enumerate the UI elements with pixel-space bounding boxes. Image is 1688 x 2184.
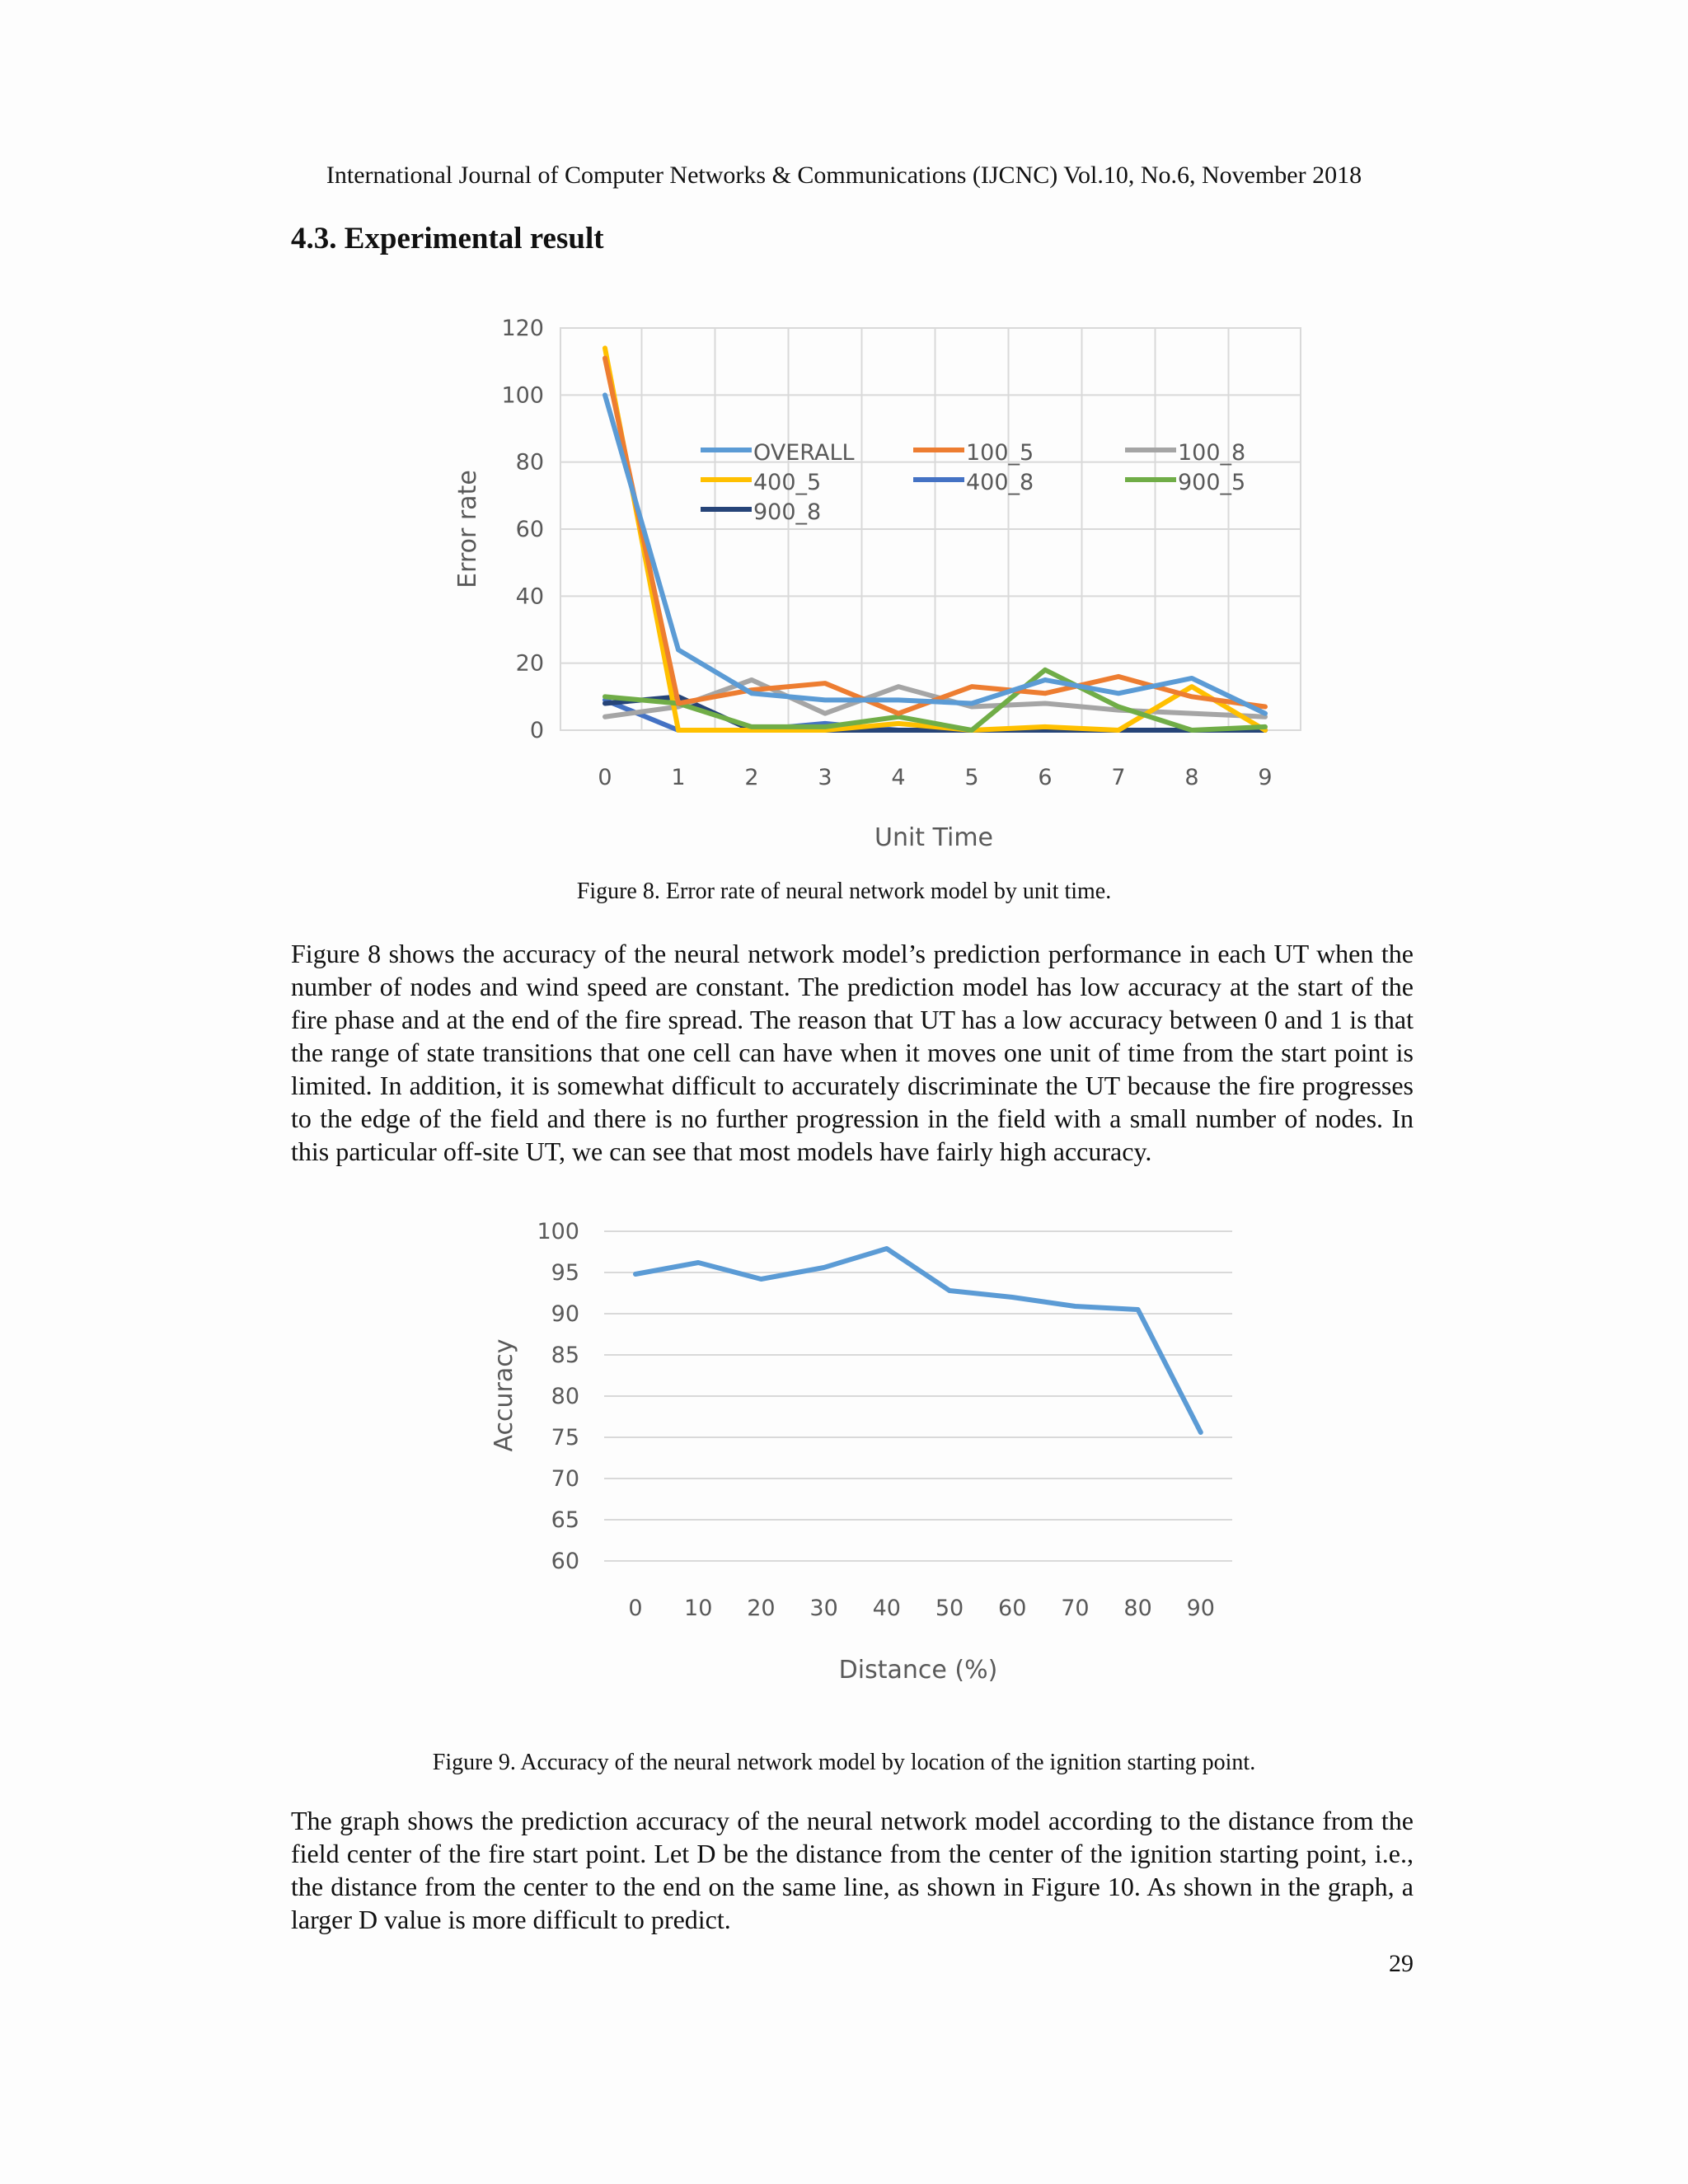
y-tick-label: 95 [551, 1260, 579, 1286]
y-tick-label: 75 [551, 1425, 579, 1451]
paragraph-2: The graph shows the prediction accuracy of the neural network model according to the distance from the field center of the fire start point. Let D be the distance from the center of the ignition starting point, i.e., the distance from the center to the end on the same line, as shown in Figure 10. As shown in the graph, a larger D value is more difficult to predict. [291, 1806, 1414, 1934]
section-title: 4.3. Experimental result [291, 222, 604, 255]
y-tick-label: 80 [551, 1384, 579, 1409]
x-tick-label: 1 [671, 765, 686, 790]
legend-label: 100_5 [966, 440, 1034, 466]
x-tick-label: 0 [628, 1596, 643, 1621]
x-tick-label: 30 [809, 1596, 838, 1621]
x-tick-label: 6 [1038, 765, 1053, 790]
y-tick-label: 85 [551, 1343, 579, 1368]
figure-9-caption: Figure 9. Accuracy of the neural network model by location of the ignition starting point. [432, 1750, 1256, 1775]
x-tick-label: 9 [1258, 765, 1273, 790]
x-axis-title: Distance (%) [838, 1656, 998, 1685]
x-tick-label: 4 [891, 765, 906, 790]
legend-label: 400_5 [753, 470, 822, 495]
figure-8-caption: Figure 8. Error rate of neural network model by unit time. [576, 879, 1112, 904]
x-tick-label: 2 [744, 765, 759, 790]
x-tick-label: 50 [935, 1596, 964, 1621]
journal-header: International Journal of Computer Networks & Communications (IJCNC) Vol.10, No.6, November 2018 [326, 162, 1362, 189]
x-tick-label: 20 [747, 1596, 776, 1621]
y-tick-label: 100 [501, 382, 544, 409]
y-tick-label: 65 [551, 1507, 579, 1533]
x-tick-label: 8 [1184, 765, 1199, 790]
y-tick-label: 20 [515, 650, 544, 677]
y-axis-title: Accuracy [490, 1338, 518, 1452]
y-tick-label: 80 [515, 449, 544, 476]
y-tick-label: 0 [529, 718, 544, 743]
y-tick-label: 40 [515, 583, 544, 610]
y-tick-label: 90 [551, 1301, 579, 1327]
paragraph-1: Figure 8 shows the accuracy of the neural network model’s prediction performance in each UT when the number of nodes and wind speed are constant. The prediction model has low accuracy at the start of the fire phase and at the end of the fire spread. The reason that UT has a low accuracy between 0 and 1 is that the range of state transitions that one cell can have when it moves one unit of time from the start point is limited. In addition, it is somewhat difficult to accurately discriminate the UT because the fire progresses to the edge of the field and there is no further progression in the field with a small number of nodes. In this particular off-site UT, we can see that most models have fairly high accuracy. [291, 939, 1414, 1166]
legend-label: 900_8 [753, 499, 822, 525]
x-tick-label: 5 [964, 765, 979, 790]
y-tick-label: 60 [515, 517, 544, 542]
y-tick-label: 70 [551, 1466, 579, 1492]
x-tick-label: 10 [684, 1596, 713, 1621]
y-tick-label: 120 [501, 316, 544, 341]
legend-label: 400_8 [966, 470, 1034, 495]
x-axis-title: Unit Time [874, 823, 994, 852]
x-tick-label: 80 [1123, 1596, 1152, 1621]
x-tick-label: 7 [1111, 765, 1126, 790]
x-tick-label: 70 [1061, 1596, 1090, 1621]
x-tick-label: 60 [998, 1596, 1027, 1621]
y-tick-label: 60 [551, 1549, 579, 1574]
x-tick-label: 0 [598, 765, 612, 790]
series-line-accuracy [635, 1249, 1201, 1432]
x-tick-label: 40 [872, 1596, 901, 1621]
y-axis-title: Error rate [453, 470, 482, 588]
page-number: 29 [1389, 1950, 1414, 1977]
legend-label: 900_5 [1178, 470, 1246, 495]
legend-label: 100_8 [1178, 440, 1246, 466]
x-tick-label: 90 [1186, 1596, 1215, 1621]
y-tick-label: 100 [537, 1219, 579, 1244]
legend-label: OVERALL [753, 440, 855, 466]
x-tick-label: 3 [818, 765, 832, 790]
